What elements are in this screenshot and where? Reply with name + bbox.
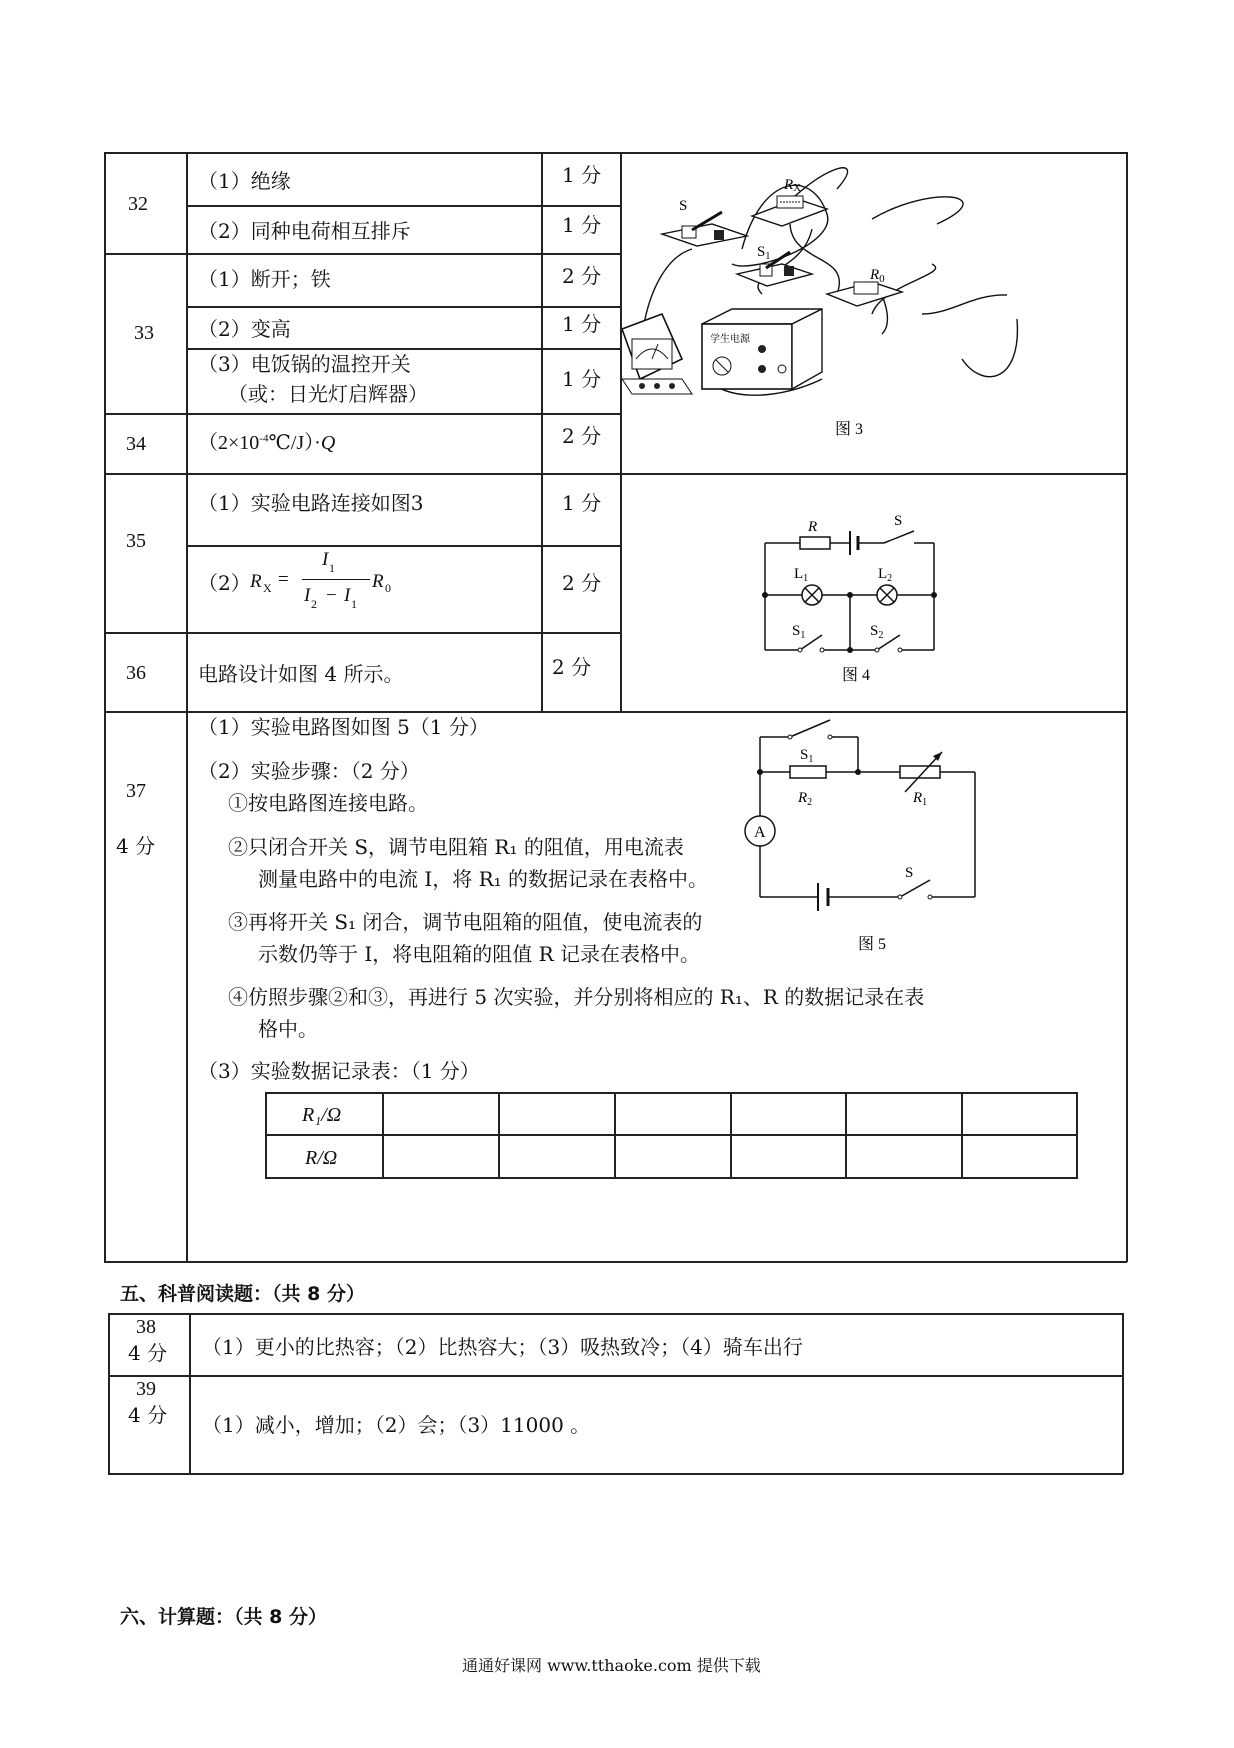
fig4-caption: 图 4 xyxy=(842,667,871,684)
q39-number: 39 xyxy=(136,1378,156,1400)
fig3-label-s: S xyxy=(679,198,688,214)
record-row-label-r: R/Ω xyxy=(305,1147,338,1169)
section6-heading: 六、计算题：（共 8 分） xyxy=(120,1606,327,1628)
q38-number: 38 xyxy=(136,1316,156,1338)
fig5-label-s1: $S_1$ xyxy=(800,747,814,765)
power-supply-icon xyxy=(702,309,822,389)
q37-part1: （1）实验电路图如图 5（1 分） xyxy=(198,715,489,739)
fig5-label-r2: $R_2$ xyxy=(798,790,813,808)
q32-score-2: 1 分 xyxy=(562,213,602,237)
supply-label: 学生电源 xyxy=(710,334,750,345)
q36-answer: 电路设计如图 4 所示。 xyxy=(198,662,404,686)
q33-score-1: 2 分 xyxy=(562,264,602,288)
q37-number: 37 xyxy=(126,780,146,802)
fig4-label-r: R xyxy=(808,519,818,535)
q34-answer: $(2\times 10^{-4}℃/J)\cdot Q$ xyxy=(198,432,336,454)
q37-step2-line2: 测量电路中的电流 I，将 R₁ 的数据记录在表格中。 xyxy=(258,867,709,891)
ammeter-label: A xyxy=(754,824,766,841)
q37-part2: （2）实验步骤：（2 分） xyxy=(198,759,420,783)
q39-score: 4 分 xyxy=(128,1403,168,1427)
footer-text: 通通好课网 www.tthaoke.com 提供下载 xyxy=(462,1656,761,1675)
q33-score-3: 1 分 xyxy=(562,367,602,391)
q35-answer-2-prefix: （2） xyxy=(198,571,251,595)
q35-number: 35 xyxy=(126,530,146,552)
switch-s-icon xyxy=(662,212,747,246)
switch-s1-icon xyxy=(737,252,812,286)
figure-4-circuit xyxy=(622,475,1126,710)
q32-score-1: 1 分 xyxy=(562,163,602,187)
q33-number: 33 xyxy=(134,322,154,344)
q33-answer-2: （2）变高 xyxy=(198,317,291,341)
section5-heading: 五、科普阅读题：（共 8 分） xyxy=(120,1283,365,1305)
q35-answer-1: （1）实验电路连接如图3 xyxy=(198,491,424,515)
q37-step3-line1: ③再将开关 S₁ 闭合，调节电阻箱的阻值，使电流表的 xyxy=(228,910,703,934)
fig3-label-s1: $S_1$ xyxy=(757,244,771,262)
q37-step2-line1: ②只闭合开关 S，调节电阻箱 R₁ 的阻值，用电流表 xyxy=(228,835,684,859)
fig4-label-s1: $S_1$ xyxy=(792,623,806,641)
fig4-label-s: S xyxy=(894,513,903,529)
q33-answer-3-line1: （3）电饭锅的温控开关 xyxy=(198,352,411,376)
q35-score-2: 2 分 xyxy=(562,571,602,595)
q36-number: 36 xyxy=(126,662,146,684)
q34-number: 34 xyxy=(126,433,146,455)
q37-step4-line1: ④仿照步骤②和③，再进行 5 次实验，并分别将相应的 R₁、R 的数据记录在表 xyxy=(228,985,925,1009)
q39-answer: （1）减小，增加；（2）会；（3）11000 。 xyxy=(202,1413,591,1437)
q37-step1: ①按电路图连接电路。 xyxy=(228,791,428,815)
fig3-caption: 图 3 xyxy=(835,421,864,438)
resistor-r0-icon xyxy=(827,282,902,306)
q36-score: 2 分 xyxy=(552,655,592,679)
record-row-label-r1: R₁/Ω xyxy=(302,1104,342,1126)
q38-answer: （1）更小的比热容；（2）比热容大；（3）吸热致冷；（4）骑车出行 xyxy=(202,1335,803,1359)
q32-answer-2: （2）同种电荷相互排斥 xyxy=(198,219,411,243)
q37-score: 4 分 xyxy=(116,834,156,858)
fig4-label-l2: $L_2$ xyxy=(878,566,893,584)
figure-3-equipment xyxy=(622,154,1126,472)
fig4-label-l1: $L_1$ xyxy=(794,566,809,584)
q38-score: 4 分 xyxy=(128,1341,168,1365)
fig5-label-r1: $R_1$ xyxy=(913,790,928,808)
q33-answer-1: （1）断开；铁 xyxy=(198,267,331,291)
q37-step3-line2: 示数仍等于 I，将电阻箱的阻值 R 记录在表格中。 xyxy=(258,942,701,966)
q35-score-1: 1 分 xyxy=(562,491,602,515)
q32-number: 32 xyxy=(128,193,148,215)
fig3-label-rx: RX xyxy=(784,177,802,194)
rx-formula: R X = I 1 I 2 − I 1 R 0 xyxy=(250,549,391,611)
q34-score: 2 分 xyxy=(562,424,602,448)
q33-score-2: 1 分 xyxy=(562,312,602,336)
q37-step4-line2: 格中。 xyxy=(258,1017,318,1041)
q32-answer-1: （1）绝缘 xyxy=(198,169,291,193)
ammeter-icon xyxy=(622,314,692,394)
q33-answer-3-line2: （或：日光灯启辉器） xyxy=(228,382,428,406)
q37-part3: （3）实验数据记录表：（1 分） xyxy=(198,1059,480,1083)
fig5-caption: 图 5 xyxy=(858,936,887,953)
fig4-label-s2: $S_2$ xyxy=(870,623,884,641)
figure-5-circuit xyxy=(730,712,1010,962)
fig3-label-r0: $R_0$ xyxy=(870,267,885,285)
resistor-rx-icon xyxy=(752,196,827,226)
fig5-label-s: S xyxy=(905,865,914,881)
